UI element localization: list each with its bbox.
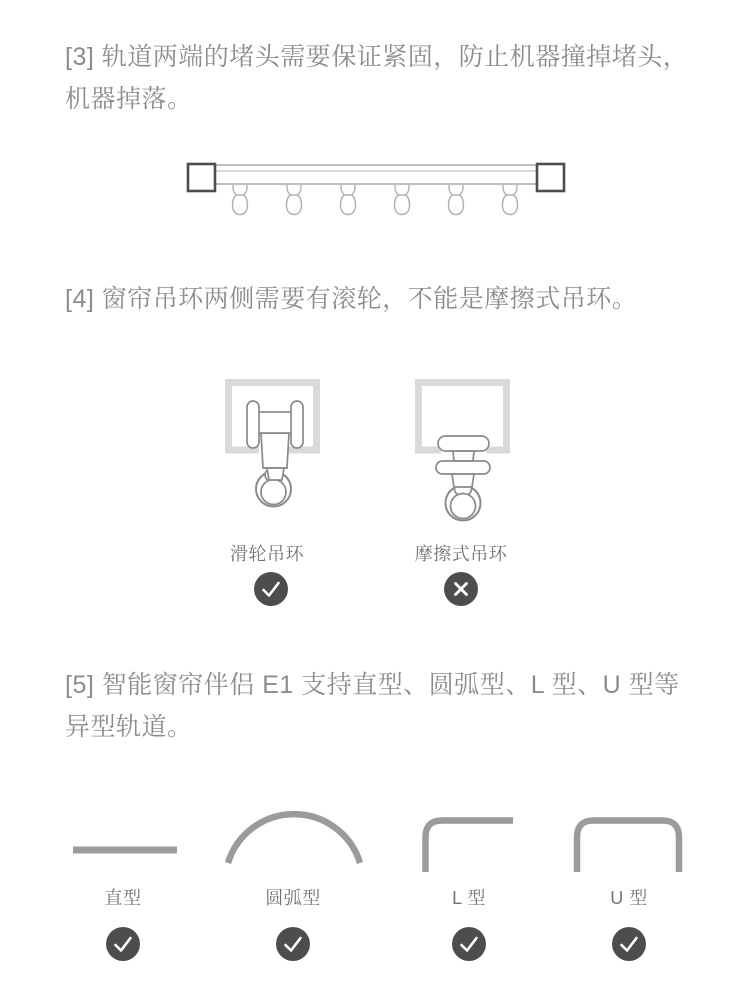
hook-icon bbox=[287, 185, 302, 215]
arc-track-check-badge bbox=[276, 927, 310, 961]
check-icon bbox=[276, 927, 310, 961]
straight-track-label: 直型 bbox=[104, 888, 142, 908]
text-line: [5] 智能窗帘伴侣 E1 支持直型、圆弧型、L 型、U 型等 bbox=[65, 671, 680, 699]
hook-icon bbox=[449, 185, 464, 215]
roller-ring-diagram bbox=[215, 375, 330, 515]
ring-inner bbox=[451, 494, 476, 519]
roller-left bbox=[247, 401, 259, 448]
instruction-5-text bbox=[65, 664, 697, 748]
ring-inner bbox=[261, 480, 286, 505]
track-shape-l bbox=[420, 816, 518, 874]
u-track-label: U 型 bbox=[610, 888, 648, 908]
friction-ring-diagram bbox=[405, 375, 520, 525]
arc-track-label: 圆弧型 bbox=[265, 888, 321, 908]
check-icon bbox=[452, 927, 486, 961]
check-icon bbox=[612, 927, 646, 961]
instruction-4-text bbox=[65, 278, 697, 320]
l-track-check-badge bbox=[452, 927, 486, 961]
friction-hanger bbox=[436, 436, 490, 521]
instruction-3-text bbox=[65, 36, 697, 120]
friction-ring-label: 摩擦式吊环 bbox=[414, 544, 508, 564]
l-track-label: L 型 bbox=[452, 888, 486, 908]
friction-bar-top bbox=[438, 436, 489, 451]
text-line: [3] 轨道两端的堵头需要保证紧固，防止机器撞掉堵头， bbox=[65, 43, 689, 71]
hook-icon bbox=[395, 185, 410, 215]
check-icon bbox=[254, 572, 288, 606]
hook-icon bbox=[233, 185, 248, 215]
check-icon bbox=[106, 927, 140, 961]
roller-right bbox=[291, 401, 303, 448]
friction-bar-bottom bbox=[436, 461, 490, 474]
text-line: 异型轨道。 bbox=[65, 713, 193, 741]
text-line: 机器掉落。 bbox=[65, 85, 193, 113]
u-track-check-badge bbox=[612, 927, 646, 961]
hook-icon bbox=[341, 185, 356, 215]
track-rail bbox=[215, 165, 538, 184]
track-end-cap-right bbox=[537, 164, 564, 191]
track-end-cap-left bbox=[188, 164, 215, 191]
track-shape-u bbox=[572, 816, 684, 874]
text-line: [4] 窗帘吊环两侧需要有滚轮，不能是摩擦式吊环。 bbox=[65, 285, 638, 313]
roller-ring-label: 滑轮吊环 bbox=[230, 544, 304, 564]
cross-icon bbox=[444, 572, 478, 606]
straight-track-check-badge bbox=[106, 927, 140, 961]
hook-icon bbox=[503, 185, 518, 215]
roller-ring-check-badge bbox=[254, 572, 288, 606]
track-shape-straight bbox=[70, 845, 180, 855]
curtain-track-diagram bbox=[185, 161, 567, 223]
roller-carriage bbox=[247, 401, 303, 507]
track-shape-arc bbox=[224, 806, 364, 868]
curtain-hooks bbox=[233, 185, 518, 215]
friction-ring-cross-badge bbox=[444, 572, 478, 606]
